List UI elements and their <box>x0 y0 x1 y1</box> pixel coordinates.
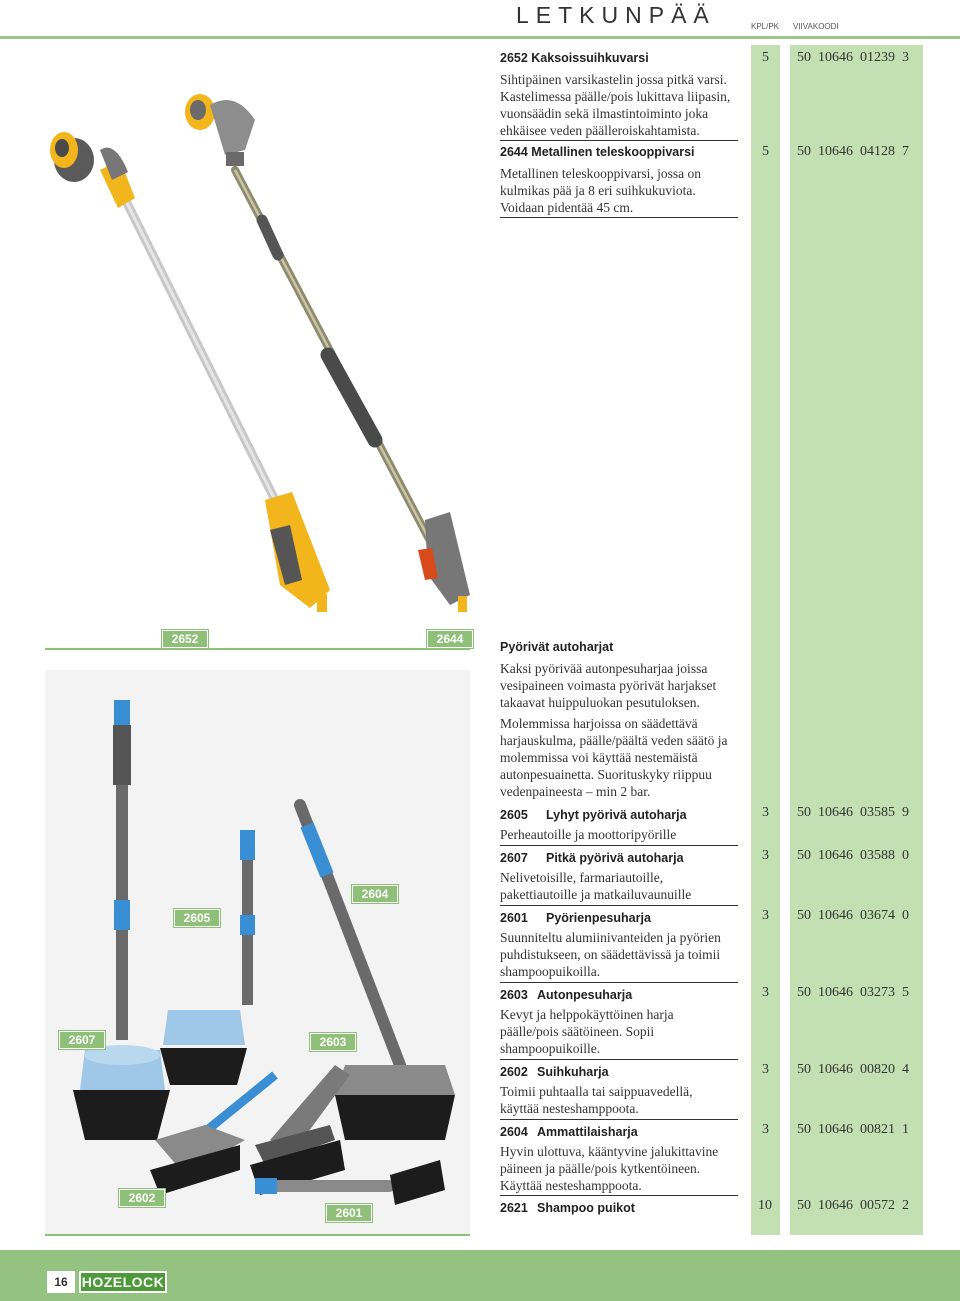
label-2603: 2603 <box>310 1033 356 1051</box>
divider <box>500 1119 738 1120</box>
product-name: Pitkä pyörivä autoharja <box>546 851 684 865</box>
product-row-2604 <box>500 1123 638 1141</box>
divider <box>500 845 738 846</box>
photo-bottom-rule <box>45 1234 470 1236</box>
product-row-2621 <box>500 1199 635 1217</box>
product-name: Lyhyt pyörivä autoharja <box>546 808 687 822</box>
product-number: 2604 <box>500 1125 528 1139</box>
product-name: Shampoo puikot <box>537 1201 635 1215</box>
brush-2605-image <box>160 830 255 1085</box>
header-rule <box>0 36 960 39</box>
divider <box>500 217 738 218</box>
product-number: 2601 <box>500 911 528 925</box>
product-2644-qty: 5 <box>762 144 769 159</box>
product-2603-barcode: 50 10646 03273 5 <box>797 985 909 1000</box>
hozelock-logo <box>79 1271 167 1293</box>
product-number: 2605 <box>500 808 528 822</box>
label-2652: 2652 <box>162 630 208 648</box>
label-2605: 2605 <box>174 909 220 927</box>
page-number: 16 <box>47 1271 75 1293</box>
label-2602: 2602 <box>119 1189 165 1207</box>
product-2644-title: 2644 Metallinen teleskooppivarsi <box>500 145 695 159</box>
product-2644-barcode: 50 10646 04128 7 <box>797 144 909 159</box>
label-2601: 2601 <box>326 1204 372 1222</box>
product-2603-qty: 3 <box>762 985 769 1000</box>
product-name: Suihkuharja <box>537 1065 609 1079</box>
product-row-2602 <box>500 1063 609 1081</box>
product-2602-description: Toimii puhtaalla tai saippuavedellä, käyttää nesteshamppoota. <box>500 1084 693 1116</box>
product-row-2603 <box>500 986 632 1004</box>
divider <box>500 1059 738 1060</box>
wand-2652-image <box>50 132 330 612</box>
divider <box>500 1195 738 1196</box>
product-2607-qty: 3 <box>762 848 769 863</box>
product-2605-description: Perheautoille ja moottoripyörille <box>500 827 677 842</box>
product-name: Pyörienpesuharja <box>546 911 651 925</box>
product-number: 2603 <box>500 988 528 1002</box>
divider <box>500 982 738 983</box>
product-number: 2602 <box>500 1065 528 1079</box>
column-header-barcode: VIIVAKOODI <box>793 22 839 31</box>
wand-photo <box>40 80 500 625</box>
product-2652-description: Sihtipäinen varsikastelin jossa pitkä varsi. Kastelimessa päälle/pois lukittava liipasin, vuonsäädin sekä ilmastintoiminto joka ehkäisee veden päälleroiskahtamista. <box>500 72 731 138</box>
product-2602-barcode: 50 10646 00820 4 <box>797 1062 909 1077</box>
column-header-qty: KPL/PK <box>751 22 780 31</box>
product-row-2605 <box>500 806 687 824</box>
product-2621-qty: 10 <box>758 1198 772 1213</box>
label-2607: 2607 <box>59 1031 105 1049</box>
product-name: Autonpesuharja <box>537 988 633 1002</box>
product-2601-barcode: 50 10646 03674 0 <box>797 908 909 923</box>
label-2644: 2644 <box>427 630 473 648</box>
section-details: Molemmissa harjoissa on säädettävä harjauskulma, päälle/päältä veden säätö ja molemmissa voi käyttää nestemäistä autonpesuainetta. Suorituskyky riippuu vedenpaineesta – min 2 bar. <box>500 716 728 799</box>
product-2644-description: Metallinen teleskooppivarsi, jossa on kulmikas pää ja 8 eri suihkukuviota. Voidaan pidentää 45 cm. <box>500 166 701 215</box>
product-name: Ammattilaisharja <box>537 1125 638 1139</box>
product-2621-barcode: 50 10646 00572 2 <box>797 1198 909 1213</box>
wand-2644-image <box>185 94 470 612</box>
qty-column <box>751 45 780 1235</box>
label-2604: 2604 <box>352 885 398 903</box>
product-row-2607 <box>500 849 684 867</box>
product-2652-title: 2652 Kaksoissuihkuvarsi <box>500 51 649 65</box>
divider <box>500 905 738 906</box>
product-2652-barcode: 50 10646 01239 3 <box>797 50 909 65</box>
product-2602-qty: 3 <box>762 1062 769 1077</box>
page-title: LETKUNPÄÄ <box>516 2 716 28</box>
product-2607-barcode: 50 10646 03588 0 <box>797 848 909 863</box>
product-row-2601 <box>500 909 651 927</box>
product-2652-qty: 5 <box>762 50 769 65</box>
product-2604-description: Hyvin ulottuva, kääntyvine jalukittavine päineen ja päälle/pois kytkentöineen. Käyttää nesteshamppoota. <box>500 1144 719 1193</box>
product-2603-description: Kevyt ja helppokäyttöinen harja päälle/pois säätöineen. Sopii shampoopuikoille. <box>500 1007 674 1056</box>
photo-top-rule <box>45 648 470 650</box>
section-intro: Kaksi pyörivää autonpesuharjaa joissa vesipaineen voimasta pyörivät harjakset takaavat huippuluokan pesutuloksen. <box>500 661 717 710</box>
product-number: 2621 <box>500 1201 528 1215</box>
product-2607-description: Nelivetoisille, farmariautoille, pakettiautoille ja matkailuvaunuille <box>500 870 692 902</box>
brush-photo <box>45 670 470 1235</box>
section-title: Pyörivät autoharjat <box>500 640 614 654</box>
product-2605-barcode: 50 10646 03585 9 <box>797 805 909 820</box>
barcode-column <box>790 45 923 1235</box>
product-2601-description: Suunniteltu alumiinivanteiden ja pyörien puhdistukseen, on säädettävissä ja toimii shampoopuikoilla. <box>500 930 721 979</box>
product-number: 2607 <box>500 851 528 865</box>
product-2601-qty: 3 <box>762 908 769 923</box>
product-2605-qty: 3 <box>762 805 769 820</box>
product-2604-barcode: 50 10646 00821 1 <box>797 1122 909 1137</box>
brush-2607-image <box>73 700 170 1140</box>
brand-wordmark: HOZELOCK <box>81 1274 165 1290</box>
divider <box>500 140 738 141</box>
product-2604-qty: 3 <box>762 1122 769 1137</box>
